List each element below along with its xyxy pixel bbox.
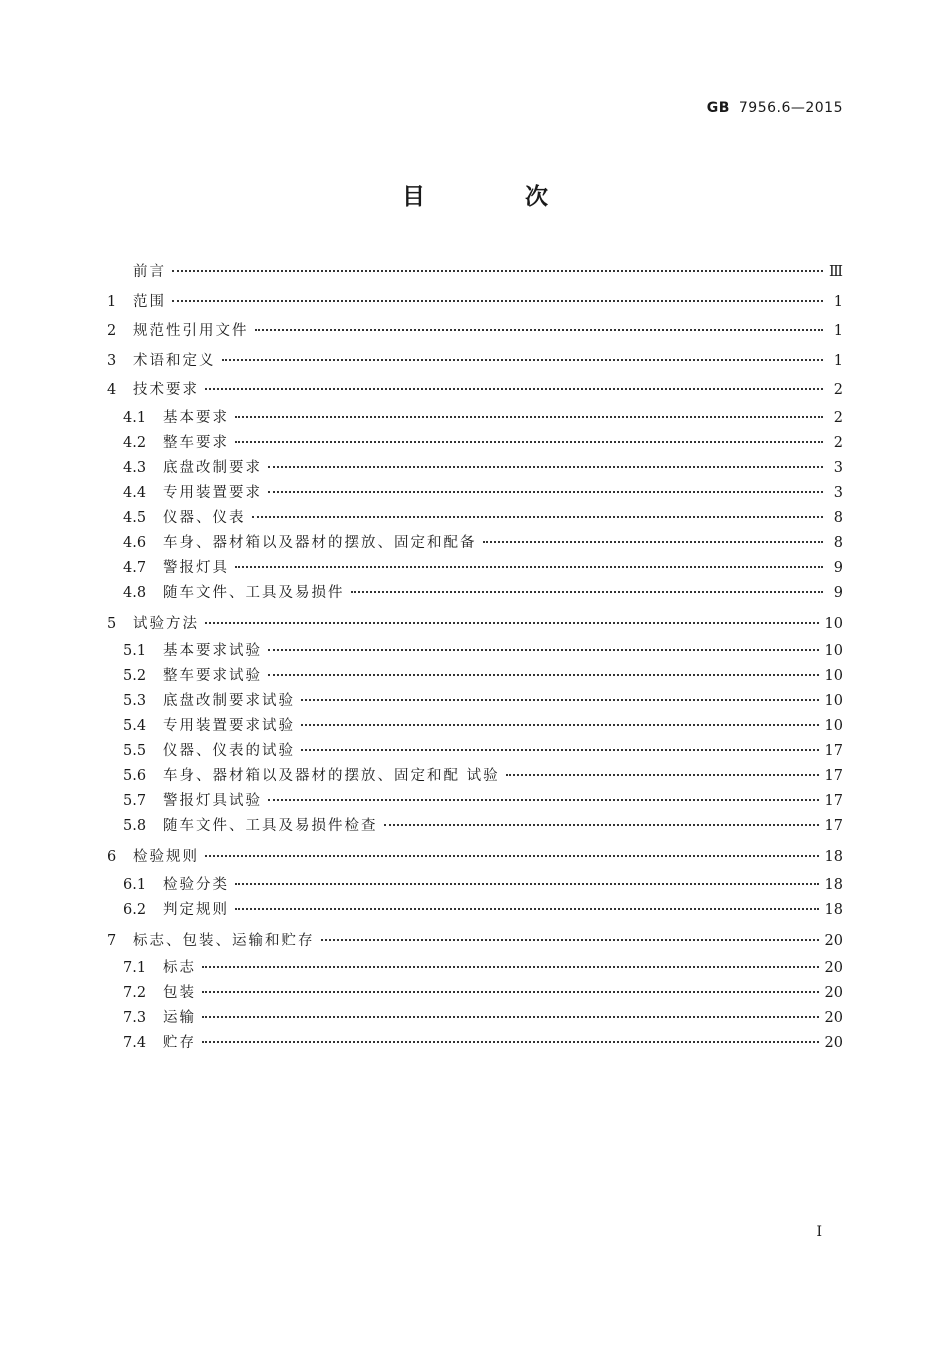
toc-entry-label: 试验方法 bbox=[133, 615, 199, 632]
dot-leader bbox=[268, 491, 823, 493]
dot-leader bbox=[301, 724, 819, 726]
toc-entry-label: 随车文件、工具及易损件 bbox=[163, 584, 345, 601]
toc-entry[interactable] bbox=[107, 789, 843, 814]
toc-entry-page: 20 bbox=[824, 1010, 843, 1026]
toc-entry-number: 4.4 bbox=[123, 484, 147, 501]
toc-entry-label: 整车要求试验 bbox=[163, 668, 262, 684]
toc-entry[interactable] bbox=[107, 531, 843, 556]
dot-leader bbox=[202, 1016, 819, 1018]
toc-entry[interactable] bbox=[107, 431, 843, 456]
dot-leader bbox=[235, 908, 819, 910]
dot-leader bbox=[351, 591, 824, 593]
toc-entry[interactable] bbox=[107, 288, 843, 318]
standard-code bbox=[707, 100, 843, 116]
toc-entry[interactable] bbox=[107, 898, 843, 923]
toc-entry-number: 7.2 bbox=[123, 985, 147, 1001]
toc-entry[interactable] bbox=[107, 347, 843, 377]
toc-entry-page: 1 bbox=[833, 293, 843, 310]
dot-leader bbox=[268, 649, 819, 651]
dot-leader bbox=[235, 566, 823, 568]
toc-entry-number: 4.3 bbox=[123, 459, 147, 476]
toc-entry-page: 10 bbox=[824, 668, 843, 684]
toc-entry-page: 17 bbox=[824, 818, 843, 834]
toc-entry-number: 4.8 bbox=[123, 584, 147, 601]
toc-entry-label: 判定规则 bbox=[163, 901, 229, 918]
toc-entry-number: 5.4 bbox=[123, 718, 147, 734]
toc-entry-label: 底盘改制要求 bbox=[163, 459, 262, 476]
toc-entry[interactable] bbox=[107, 764, 843, 789]
dot-leader bbox=[255, 329, 824, 331]
toc-entry[interactable] bbox=[107, 689, 843, 714]
dot-leader bbox=[202, 1041, 819, 1043]
toc-entry-label: 随车文件、工具及易损件检查 bbox=[163, 818, 378, 834]
toc-entry[interactable] bbox=[107, 481, 843, 506]
toc-entry-number: 4 bbox=[107, 382, 117, 398]
toc-entry-label: 前言 bbox=[133, 264, 166, 280]
toc-entry-number: 4.5 bbox=[123, 509, 147, 526]
toc-entry-page: 8 bbox=[833, 534, 843, 551]
toc-entry-label: 包装 bbox=[163, 985, 196, 1001]
toc-entry[interactable] bbox=[107, 376, 843, 406]
standard-prefix: GB bbox=[706, 100, 730, 116]
dot-leader bbox=[301, 749, 819, 751]
toc-entry-page: 10 bbox=[824, 693, 843, 709]
toc-entry[interactable] bbox=[107, 456, 843, 481]
toc-entry-page: 20 bbox=[824, 932, 843, 949]
toc-entry-number: 2 bbox=[107, 323, 117, 339]
toc-entry-page: 18 bbox=[824, 901, 843, 918]
toc-entry-page: 8 bbox=[833, 509, 843, 526]
toc-entry[interactable] bbox=[107, 843, 843, 873]
dot-leader bbox=[222, 359, 824, 361]
dot-leader bbox=[172, 270, 823, 272]
dot-leader bbox=[235, 883, 819, 885]
toc-entry-number: 4.1 bbox=[123, 409, 147, 426]
toc-entry-number: 5.5 bbox=[123, 743, 147, 759]
toc-entry-label: 警报灯具试验 bbox=[163, 793, 262, 809]
toc-entry-label: 整车要求 bbox=[163, 434, 229, 451]
toc-entry-label: 专用装置要求 bbox=[163, 484, 262, 501]
toc-entry[interactable] bbox=[107, 927, 843, 957]
toc-entry[interactable] bbox=[107, 956, 843, 981]
toc-entry-number: 5.7 bbox=[123, 793, 147, 809]
toc-entry-number: 6.2 bbox=[123, 901, 147, 918]
toc-entry-number: 4.2 bbox=[123, 434, 147, 451]
toc-entry-label: 技术要求 bbox=[133, 382, 199, 398]
toc-entry-page: Ⅲ bbox=[829, 264, 843, 280]
toc-entry-label: 贮存 bbox=[163, 1035, 196, 1051]
dot-leader bbox=[268, 799, 819, 801]
toc-entry-label: 车身、器材箱以及器材的摆放、固定和配备 bbox=[163, 534, 477, 551]
dot-leader bbox=[268, 674, 819, 676]
dot-leader bbox=[301, 699, 819, 701]
toc-entry[interactable] bbox=[107, 581, 843, 606]
toc-entry-page: 3 bbox=[833, 484, 843, 501]
toc-entry[interactable] bbox=[107, 317, 843, 347]
toc-entry-page: 20 bbox=[824, 1035, 843, 1051]
dot-leader bbox=[506, 774, 819, 776]
toc-entry-number: 5 bbox=[107, 615, 117, 632]
table-of-contents bbox=[107, 258, 843, 1056]
toc-entry-label: 标志、包装、运输和贮存 bbox=[133, 932, 315, 949]
dot-leader bbox=[483, 541, 824, 543]
toc-entry-number: 7.4 bbox=[123, 1035, 147, 1051]
toc-entry-page: 17 bbox=[824, 768, 843, 784]
toc-entry-number: 4.6 bbox=[123, 534, 147, 551]
toc-entry-number: 7 bbox=[107, 932, 117, 949]
dot-leader bbox=[205, 855, 819, 857]
toc-entry-page: 20 bbox=[824, 960, 843, 976]
toc-entry-page: 10 bbox=[824, 718, 843, 734]
dot-leader bbox=[252, 516, 824, 518]
toc-entry-page: 2 bbox=[833, 434, 843, 451]
toc-entry-page: 9 bbox=[833, 559, 843, 576]
toc-entry-label: 标志 bbox=[163, 960, 196, 976]
toc-entry-number: 7.1 bbox=[123, 960, 147, 976]
toc-entry-page: 18 bbox=[824, 876, 843, 893]
toc-entry-page: 10 bbox=[824, 643, 843, 659]
toc-entry[interactable] bbox=[107, 664, 843, 689]
toc-entry-label: 范围 bbox=[133, 293, 166, 310]
standard-number: 7956.6—2015 bbox=[738, 100, 843, 116]
toc-entry-label: 底盘改制要求试验 bbox=[163, 693, 295, 709]
toc-entry-number: 5.2 bbox=[123, 668, 147, 684]
toc-entry-label: 警报灯具 bbox=[163, 559, 229, 576]
toc-entry[interactable] bbox=[107, 406, 843, 431]
dot-leader bbox=[202, 966, 819, 968]
dot-leader bbox=[205, 622, 819, 624]
toc-entry-number: 5.6 bbox=[123, 768, 147, 784]
toc-entry-page: 2 bbox=[833, 382, 843, 398]
toc-entry-page: 1 bbox=[833, 352, 843, 369]
toc-entry[interactable] bbox=[107, 1006, 843, 1031]
toc-entry-label: 运输 bbox=[163, 1010, 196, 1026]
toc-entry-number: 5.3 bbox=[123, 693, 147, 709]
toc-entry-page: 9 bbox=[833, 584, 843, 601]
toc-entry[interactable] bbox=[107, 714, 843, 739]
toc-entry-label: 基本要求 bbox=[163, 409, 229, 426]
toc-entry-label: 专用装置要求试验 bbox=[163, 718, 295, 734]
toc-entry-number: 6 bbox=[107, 849, 117, 865]
toc-entry-label: 仪器、仪表 bbox=[163, 509, 246, 526]
toc-entry-number: 6.1 bbox=[123, 876, 147, 893]
toc-entry[interactable] bbox=[107, 610, 843, 640]
toc-entry-page: 3 bbox=[833, 459, 843, 476]
toc-entry[interactable] bbox=[107, 506, 843, 531]
toc-entry-number: 5.8 bbox=[123, 818, 147, 834]
dot-leader bbox=[321, 939, 819, 941]
toc-entry-label: 车身、器材箱以及器材的摆放、固定和配 试验 bbox=[163, 768, 500, 784]
toc-entry-label: 检验规则 bbox=[133, 849, 199, 865]
toc-entry-number: 7.3 bbox=[123, 1010, 147, 1026]
dot-leader bbox=[235, 441, 823, 443]
toc-entry-label: 基本要求试验 bbox=[163, 643, 262, 659]
toc-entry-number: 4.7 bbox=[123, 559, 147, 576]
toc-entry-page: 17 bbox=[824, 743, 843, 759]
toc-entry-number: 5.1 bbox=[123, 643, 147, 659]
toc-entry[interactable] bbox=[107, 814, 843, 839]
toc-entry-page: 2 bbox=[833, 409, 843, 426]
dot-leader bbox=[205, 388, 823, 390]
toc-title: 目 次 bbox=[401, 184, 594, 210]
toc-entry[interactable] bbox=[107, 258, 843, 288]
toc-entry-label: 规范性引用文件 bbox=[133, 323, 249, 339]
toc-entry[interactable] bbox=[107, 1031, 843, 1056]
dot-leader bbox=[202, 991, 819, 993]
toc-entry[interactable] bbox=[107, 739, 843, 764]
toc-entry-page: 1 bbox=[833, 323, 843, 339]
toc-entry[interactable] bbox=[107, 639, 843, 664]
dot-leader bbox=[235, 416, 823, 418]
toc-entry[interactable] bbox=[107, 981, 843, 1006]
toc-entry-number: 3 bbox=[107, 352, 117, 369]
toc-entry-page: 20 bbox=[824, 985, 843, 1001]
dot-leader bbox=[384, 824, 819, 826]
toc-entry-label: 检验分类 bbox=[163, 876, 229, 893]
toc-entry-page: 10 bbox=[824, 615, 843, 632]
toc-entry-label: 仪器、仪表的试验 bbox=[163, 743, 295, 759]
toc-entry-label: 术语和定义 bbox=[133, 352, 216, 369]
toc-entry[interactable] bbox=[107, 556, 843, 581]
toc-entry-page: 17 bbox=[824, 793, 843, 809]
toc-entry[interactable] bbox=[107, 873, 843, 898]
toc-entry-page: 18 bbox=[824, 849, 843, 865]
dot-leader bbox=[172, 300, 823, 302]
dot-leader bbox=[268, 466, 823, 468]
toc-entry-number: 1 bbox=[107, 293, 117, 310]
page-number: I bbox=[816, 1224, 822, 1240]
